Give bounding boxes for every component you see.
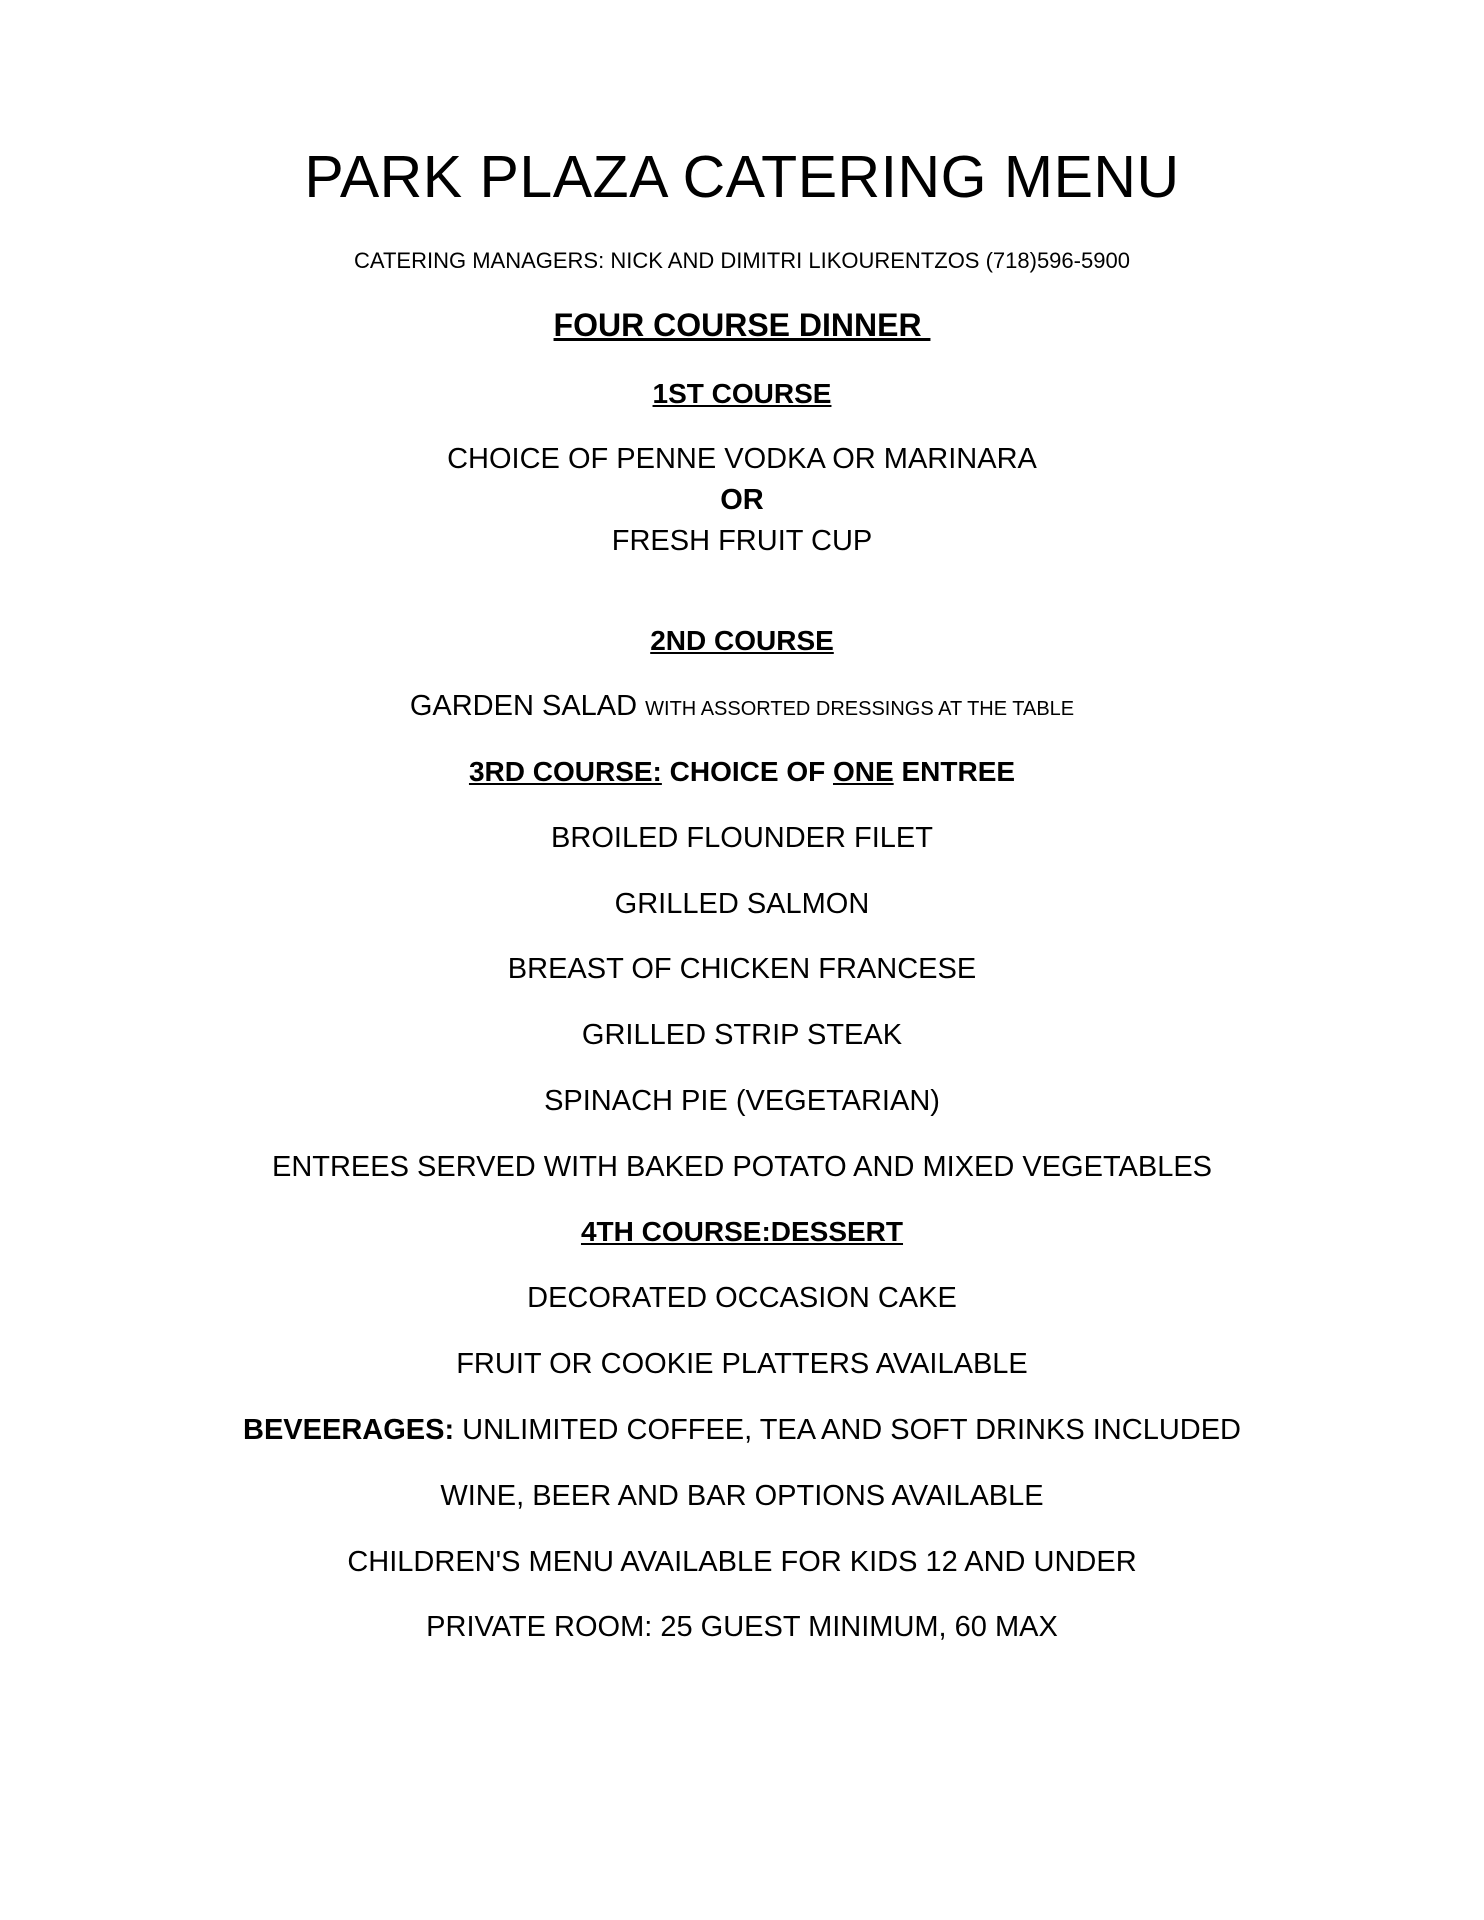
course1-or: OR: [720, 484, 764, 516]
bar-options: WINE, BEER AND BAR OPTIONS AVAILABLE: [440, 1480, 1044, 1512]
private-room: PRIVATE ROOM: 25 GUEST MINIMUM, 60 MAX: [426, 1611, 1058, 1643]
course1-option-b: FRESH FRUIT CUP: [611, 525, 873, 557]
dessert-item: DECORATED OCCASION CAKE: [527, 1282, 957, 1314]
course3-heading-entree: ENTREE: [893, 756, 1016, 787]
catering-managers: CATERING MANAGERS: NICK AND DIMITRI LIKOURENTZOS (718)596-5900: [354, 248, 1130, 273]
entree-item: BREAST OF CHICKEN FRANCESE: [507, 953, 977, 985]
main-heading: FOUR COURSE DINNER: [553, 307, 931, 343]
course3-heading: [0, 756, 1484, 788]
course3-heading-one: ONE: [833, 756, 894, 787]
course3-heading-choice: CHOICE OF: [661, 756, 833, 787]
dessert-item: FRUIT OR COOKIE PLATTERS AVAILABLE: [456, 1348, 1028, 1380]
course2-item: GARDEN SALAD: [409, 690, 638, 722]
course3-heading-label: 3RD COURSE:: [468, 756, 662, 787]
course2-item-note: WITH ASSORTED DRESSINGS AT THE TABLE: [645, 698, 1075, 720]
entree-item: GRILLED STRIP STEAK: [581, 1019, 903, 1051]
beverages-label: BEVEERAGES:: [243, 1414, 455, 1446]
page-title: PARK PLAZA CATERING MENU: [304, 144, 1180, 210]
beverages-text: UNLIMITED COFFEE, TEA AND SOFT DRINKS INCLUDED: [454, 1414, 1241, 1446]
children-menu: CHILDREN'S MENU AVAILABLE FOR KIDS 12 AND UNDER: [347, 1546, 1137, 1578]
course1-heading: 1ST COURSE: [652, 378, 832, 409]
entree-sides: ENTREES SERVED WITH BAKED POTATO AND MIXED VEGETABLES: [271, 1151, 1213, 1183]
course4-heading: 4TH COURSE:DESSERT: [580, 1216, 904, 1247]
beverages-line: [0, 1414, 1484, 1447]
course2-item-line: [0, 690, 1484, 723]
entree-item: BROILED FLOUNDER FILET: [551, 822, 933, 854]
course1-option-a: CHOICE OF PENNE VODKA OR MARINARA: [447, 443, 1037, 475]
entree-item: GRILLED SALMON: [614, 888, 870, 920]
course2-heading: 2ND COURSE: [650, 625, 834, 656]
entree-item: SPINACH PIE (VEGETARIAN): [544, 1085, 940, 1117]
